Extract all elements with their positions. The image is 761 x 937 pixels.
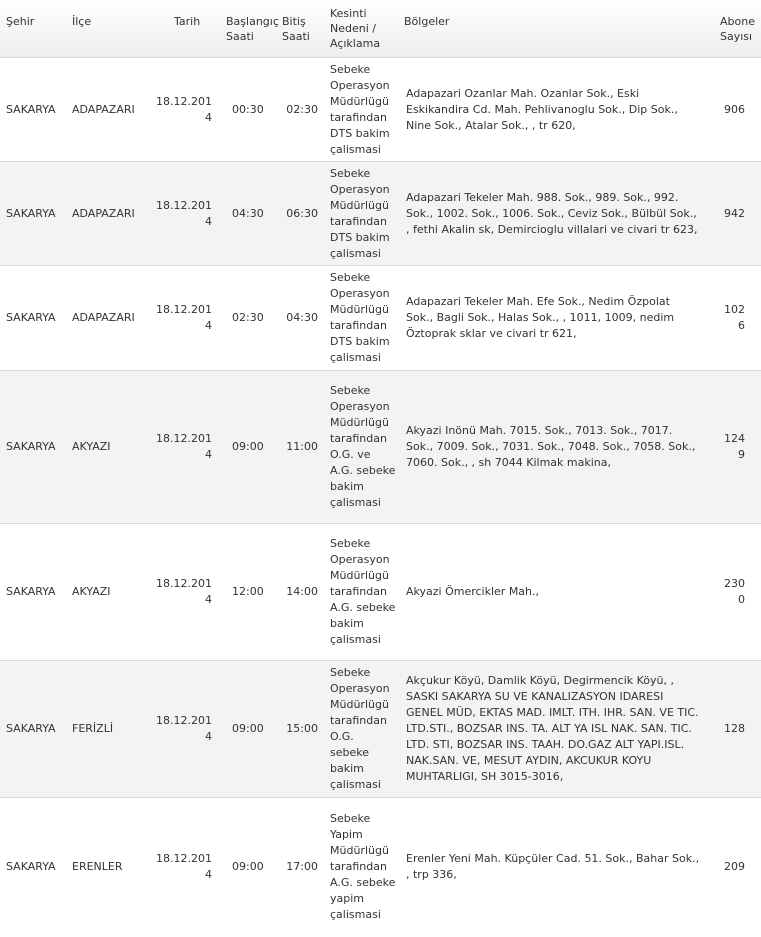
table-row [0,371,761,524]
cell-sehir: SAKARYA [6,585,56,598]
cell-tarih: 18.12.2014 [156,94,212,124]
header-tarih[interactable]: Tarih [174,15,201,28]
cell-ilce: ADAPAZARI [72,102,135,116]
table-row [0,266,761,371]
cell-bolgeler: Erenler Yeni Mah. Küpçüler Cad. 51. Sok., Bahar Sok., , trp 336, [406,851,700,881]
cell-kesinti-nedeni: Sebeke Operasyon Müdürlügü tarafindan DTS bakim çalismasi [330,62,390,156]
cell-bolgeler: Akçukur Köyü, Damlik Köyü, Degirmencik Köyü, , SASKI SAKARYA SU VE KANALIZASYON IDARESI GENEL MÜD, EKTAS MAD. IMLT. ITH. IHR. SAN. VE TIC. LTD.STI., BOZSAR INS. TA. ALT YA ISL NAK. SAN. TIC. LTD. STI, BOZSAR INS. TAAH. DO.GAZ ALT YAPI.ISL. NAK.SAN. VE, MESUT AYDIN, AKCUKUR KOYU MUHTARLIGI, SH 3015-3016, [406,674,699,783]
cell-ilce: ERENLER [72,859,123,873]
cell-kesinti-nedeni: Sebeke Operasyon Müdürlügü tarafindan DTS bakim çalismasi [330,166,390,260]
cell-ilce: ADAPAZARI [72,206,135,220]
cell-sehir: SAKARYA [6,440,56,453]
cell-baslangic: 02:30 [232,311,264,324]
cell-tarih: 18.12.2014 [156,198,212,228]
header-bolgeler[interactable]: Bölgeler [404,15,450,28]
header-kesinti-nedeni[interactable]: Kesinti Nedeni / Açıklama [330,7,381,50]
cell-kesinti-nedeni: Sebeke Operasyon Müdürlügü tarafindan O.G. ve A.G. sebeke bakim çalismasi [330,384,396,509]
cell-abone-sayisi: 1249 [724,432,745,461]
table-row [0,58,761,162]
cell-bitis: 04:30 [286,311,318,324]
cell-abone-sayisi: 906 [724,102,745,116]
cell-bolgeler: Adapazari Tekeler Mah. 988. Sok., 989. Sok., 992. Sok., 1002. Sok., 1006. Sok., Ceviz Sok., Bülbül Sok., , fethi Akalin sk, Demircioglu villalari ve civari tr 623, [406,190,698,236]
table-row [0,661,761,798]
cell-bitis: 17:00 [286,859,318,873]
cell-kesinti-nedeni: Sebeke Operasyon Müdürlügü tarafindan O.G. sebeke bakim çalismasi [330,666,390,791]
header-ilce[interactable]: İlçe [72,15,92,28]
cell-abone-sayisi: 1026 [724,303,745,332]
cell-bitis: 14:00 [286,585,318,598]
cell-bitis: 06:30 [286,206,318,220]
cell-tarih: 18.12.2014 [156,851,212,881]
header-bitis-saati[interactable]: Bitiş Saati [282,15,310,43]
cell-ilce: AKYAZI [72,585,111,598]
cell-baslangic: 09:00 [232,440,264,453]
header-sehir[interactable]: Şehir [6,15,35,28]
cell-abone-sayisi: 209 [724,859,745,873]
cell-bitis: 11:00 [286,440,318,453]
cell-kesinti-nedeni: Sebeke Operasyon Müdürlügü tarafindan A.G. sebeke bakim çalismasi [330,537,396,646]
cell-bolgeler: Akyazi Inönü Mah. 7015. Sok., 7013. Sok., 7017. Sok., 7009. Sok., 7031. Sok., 7048. Sok., 7058. Sok., 7060. Sok., , sh 7044 Kilmak makina, [406,424,696,469]
table-row [0,798,761,936]
cell-abone-sayisi: 2300 [724,577,745,606]
cell-sehir: SAKARYA [6,859,56,873]
cell-baslangic: 00:30 [232,102,264,116]
cell-baslangic: 04:30 [232,206,264,220]
cell-bolgeler: Adapazari Ozanlar Mah. Ozanlar Sok., Eski Eskikandira Cd. Mah. Pehlivanoglu Sok., Dip Sok., Nine Sok., Atalar Sok., , tr 620, [406,86,678,132]
cell-baslangic: 09:00 [232,722,264,735]
table-row [0,162,761,266]
cell-tarih: 18.12.2014 [156,577,212,606]
cell-sehir: SAKARYA [6,722,56,735]
cell-tarih: 18.12.2014 [156,303,212,332]
table-header-row [0,0,761,58]
cell-ilce: FERİZLİ [72,722,114,735]
cell-abone-sayisi: 942 [724,206,745,220]
header-abone-sayisi[interactable]: Abone Sayısı [720,15,755,43]
cell-tarih: 18.12.2014 [156,714,212,743]
cell-bolgeler: Adapazari Tekeler Mah. Efe Sok., Nedim Özpolat Sok., Bagli Sok., Halas Sok., , 1011, 1009, nedim Öztoprak sklar ve civari tr 621, [406,295,675,340]
cell-sehir: SAKARYA [6,102,56,116]
cell-kesinti-nedeni: Sebeke Operasyon Müdürlügü tarafindan DTS bakim çalismasi [330,271,390,364]
cell-ilce: AKYAZI [72,440,111,453]
cell-tarih: 18.12.2014 [156,432,212,461]
cell-baslangic: 09:00 [232,859,264,873]
cell-bitis: 15:00 [286,722,318,735]
header-baslangic-saati[interactable]: Başlangıç Saati [226,15,279,43]
cell-baslangic: 12:00 [232,585,264,598]
table-row [0,524,761,661]
cell-sehir: SAKARYA [6,206,56,220]
cell-bolgeler: Akyazi Ömercikler Mah., [406,585,540,598]
cell-abone-sayisi: 128 [724,722,745,735]
cell-bitis: 02:30 [286,102,318,116]
cell-sehir: SAKARYA [6,311,56,324]
cell-kesinti-nedeni: Sebeke Yapim Müdürlügü tarafindan A.G. sebeke yapim çalismasi [330,811,396,921]
cell-ilce: ADAPAZARI [72,311,135,324]
